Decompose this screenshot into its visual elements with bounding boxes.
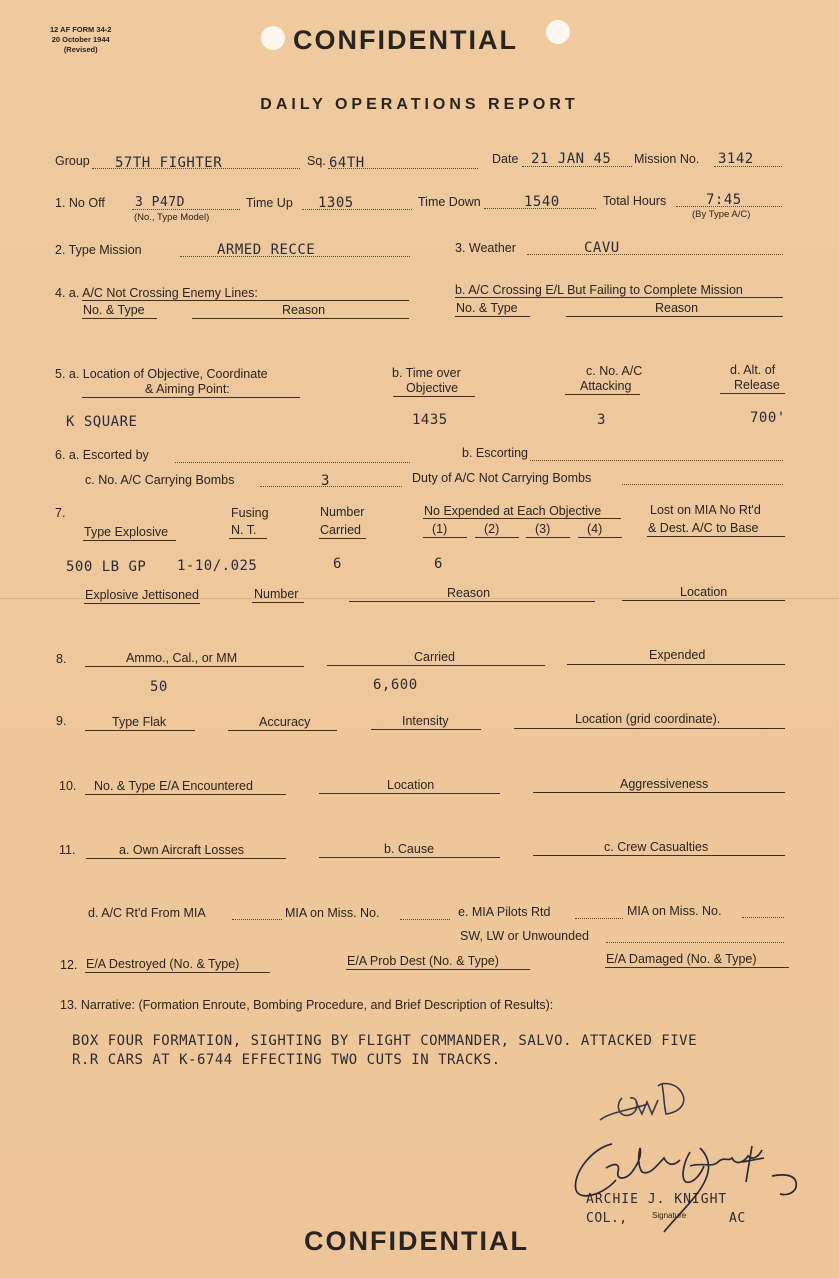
s6c-value: 3 xyxy=(321,473,330,489)
time-up-label: Time Up xyxy=(246,196,293,210)
s7-fusing: Fusing xyxy=(231,506,269,520)
classification-top: CONFIDENTIAL xyxy=(293,25,518,55)
s9-location: Location (grid coordinate). xyxy=(575,712,721,726)
s5-alt: 700' xyxy=(750,410,786,426)
s2-value: ARMED RECCE xyxy=(217,242,316,258)
s11-sw: SW, LW or Unwounded xyxy=(460,929,589,943)
signer-rank: COL., xyxy=(586,1211,628,1226)
s3-value: CAVU xyxy=(584,240,620,256)
s7-number: Number xyxy=(320,505,365,519)
s5c-label2: Attacking xyxy=(580,379,632,393)
group-label: Group xyxy=(55,154,90,168)
s12-destroyed: E/A Destroyed (No. & Type) xyxy=(86,957,240,971)
s7-col1: (1) xyxy=(432,522,448,536)
s8-ammo-value: 50 xyxy=(150,679,168,695)
s11e: e. MIA Pilots Rtd xyxy=(458,905,551,919)
s9-intensity: Intensity xyxy=(402,714,449,728)
s5-location: K SQUARE xyxy=(66,414,138,430)
date-value: 21 JAN 45 xyxy=(531,151,612,167)
s7-lost2: & Dest. A/C to Base xyxy=(648,521,759,535)
sq-value: 64TH xyxy=(329,155,365,171)
sq-label: Sq. xyxy=(307,154,326,168)
s5b-label2: Objective xyxy=(406,381,459,395)
group-value: 57TH FIGHTER xyxy=(115,155,223,171)
s11-num: 11. xyxy=(59,843,76,857)
narrative-line-2: R.R CARS AT K-6744 EFFECTING TWO CUTS IN TRACKS. xyxy=(72,1052,501,1068)
s10-type: No. & Type E/A Encountered xyxy=(94,779,253,793)
s2-label: 2. Type Mission xyxy=(55,243,142,257)
s5d-label2: Release xyxy=(734,378,780,392)
total-label: Total Hours xyxy=(603,194,667,208)
s1-sub: (No., Type Model) xyxy=(134,212,210,223)
time-down-value: 1540 xyxy=(524,194,560,210)
s7-j-location: Location xyxy=(680,585,728,599)
s1-label: 1. No Off xyxy=(55,196,105,210)
form-number: 12 AF FORM 34-2 xyxy=(50,25,112,34)
s9-num: 9. xyxy=(56,714,67,728)
s4a-col1: No. & Type xyxy=(83,303,145,317)
s8-carried: Carried xyxy=(414,650,455,664)
s7-carried: 6 xyxy=(333,556,342,572)
s5a-label2: & Aiming Point: xyxy=(145,382,230,396)
s10-location: Location xyxy=(387,778,435,792)
form-revised: (Revised) xyxy=(63,45,98,54)
mission-label: Mission No. xyxy=(634,152,700,166)
s6b-label: b. Escorting xyxy=(462,446,529,460)
s5d-label: d. Alt. of xyxy=(730,363,776,377)
s6-duty-label: Duty of A/C Not Carrying Bombs xyxy=(412,471,592,485)
s9-accuracy: Accuracy xyxy=(259,715,311,729)
s5-attacking: 3 xyxy=(597,412,606,428)
s8-ammo: Ammo., Cal., or MM xyxy=(126,651,238,665)
s4a-col2: Reason xyxy=(282,303,326,317)
signer-branch: AC xyxy=(729,1211,746,1226)
s9-type: Type Flak xyxy=(112,715,167,729)
signer-name: ARCHIE J. KNIGHT xyxy=(586,1192,728,1207)
s7-fusing2: N. T. xyxy=(231,523,257,537)
s11-mia: MIA on Miss. No. xyxy=(285,906,380,920)
s6c-label: c. No. A/C Carrying Bombs xyxy=(85,473,235,487)
s8-carried-value: 6,600 xyxy=(373,677,418,693)
s7-type: Type Explosive xyxy=(84,525,169,539)
s12-prob: E/A Prob Dest (No. & Type) xyxy=(347,954,499,968)
s12-num: 12. xyxy=(60,958,78,972)
s11a: a. Own Aircraft Losses xyxy=(119,843,245,857)
time-down-label: Time Down xyxy=(418,195,481,209)
s7-num: 7. xyxy=(55,506,66,520)
s10-aggr: Aggressiveness xyxy=(620,777,709,791)
s7-number2: Carried xyxy=(320,523,361,537)
initials-handwriting xyxy=(600,1084,684,1120)
s7-exp1: 6 xyxy=(434,556,443,572)
total-value: 7:45 xyxy=(706,192,742,208)
s5a-label: 5. a. Location of Objective, Coordinate xyxy=(55,367,268,381)
s3-label: 3. Weather xyxy=(455,241,516,255)
signature-label: Signature xyxy=(652,1211,687,1220)
s4b-label: b. A/C Crossing E/L But Failing to Complete Mission xyxy=(455,283,743,297)
s7-col3: (3) xyxy=(535,522,551,536)
s5c-label: c. No. A/C xyxy=(586,364,643,378)
s7-lost: Lost on MIA No Rt'd xyxy=(650,503,761,517)
classification-bottom: CONFIDENTIAL xyxy=(304,1226,529,1256)
total-sub: (By Type A/C) xyxy=(692,209,751,220)
s5-time: 1435 xyxy=(412,412,448,428)
s10-num: 10. xyxy=(59,779,77,793)
s11b: b. Cause xyxy=(384,842,435,856)
s6a-label: 6. a. Escorted by xyxy=(55,448,149,462)
s4b-col2: Reason xyxy=(655,301,699,315)
time-up-value: 1305 xyxy=(318,195,354,211)
s5b-label: b. Time over xyxy=(392,366,461,380)
form-date: 20 October 1944 xyxy=(51,35,110,44)
s7-jettisoned: Explosive Jettisoned xyxy=(85,588,199,602)
s8-expended: Expended xyxy=(649,648,706,662)
s7-j-number: Number xyxy=(254,587,299,601)
s11c: c. Crew Casualties xyxy=(604,840,709,854)
s13-label: 13. Narrative: (Formation Enroute, Bombing Procedure, and Brief Description of Results): xyxy=(60,998,554,1012)
date-label: Date xyxy=(492,152,519,166)
s11d: d. A/C Rt'd From MIA xyxy=(88,906,206,920)
report-title: DAILY OPERATIONS REPORT xyxy=(260,96,579,113)
s8-num: 8. xyxy=(56,652,67,666)
s7-expended: No Expended at Each Objective xyxy=(424,504,602,518)
s7-fuse: 1-10/.025 xyxy=(177,558,258,574)
s11-mia2: MIA on Miss. No. xyxy=(627,904,722,918)
narrative-line-1: BOX FOUR FORMATION, SIGHTING BY FLIGHT COMMANDER, SALVO. ATTACKED FIVE xyxy=(72,1033,698,1049)
s1-value: 3 P47D xyxy=(135,195,185,210)
s4a-label: 4. a. A/C Not Crossing Enemy Lines: xyxy=(55,286,258,300)
s7-col4: (4) xyxy=(587,522,603,536)
s12-damaged: E/A Damaged (No. & Type) xyxy=(606,952,757,966)
s7-explosive: 500 LB GP xyxy=(66,559,147,575)
s7-col2: (2) xyxy=(484,522,500,536)
s7-j-reason: Reason xyxy=(447,586,491,600)
mission-value: 3142 xyxy=(718,151,754,167)
s4b-col1: No. & Type xyxy=(456,301,518,315)
